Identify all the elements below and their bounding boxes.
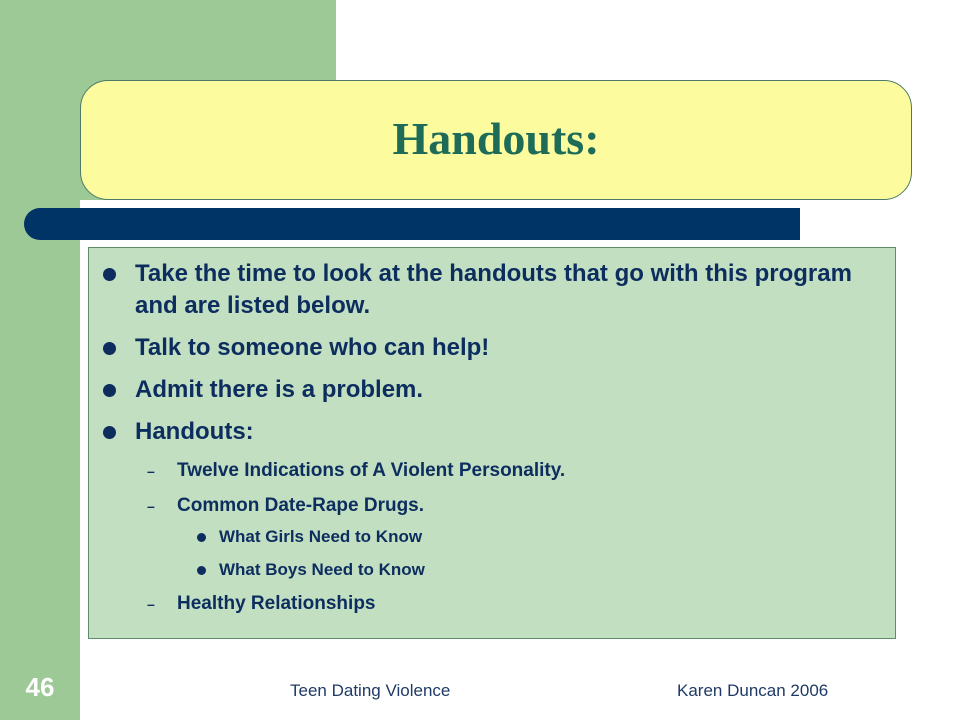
- bullet-dot-icon: [103, 268, 116, 281]
- sub-sub-item: [219, 526, 422, 548]
- slide-number: 46: [25, 672, 55, 702]
- bullet-item: [135, 332, 855, 364]
- bullet-dot-icon: [103, 426, 116, 439]
- bullet-text: Handouts:: [135, 418, 254, 445]
- bullet-dot-icon: [197, 533, 206, 542]
- dash-icon: –: [147, 596, 155, 612]
- content-box: [88, 247, 896, 639]
- left-side-bar: [0, 0, 80, 720]
- sub-sub-item-text: What Girls Need to Know: [219, 527, 423, 546]
- slide-title: Handouts:: [392, 112, 600, 164]
- sub-item-text: Twelve Indications of A Violent Personality.: [177, 460, 566, 481]
- dash-icon: –: [147, 463, 155, 479]
- bullet-item: [135, 258, 855, 322]
- bullet-dot-icon: [103, 384, 116, 397]
- bullet-dot-icon: [103, 342, 116, 355]
- title-box: [80, 80, 912, 200]
- sub-item-text: Common Date-Rape Drugs.: [177, 495, 425, 516]
- sub-sub-item-text: What Boys Need to Know: [219, 560, 425, 579]
- bullet-item: [135, 416, 855, 448]
- bullet-item: [135, 374, 855, 406]
- title-underline-bar: [24, 208, 800, 240]
- sub-item: [147, 458, 566, 484]
- footer-author: Karen Duncan 2006: [677, 681, 829, 700]
- bullet-text: Admit there is a problem.: [135, 376, 424, 403]
- sub-item: [147, 493, 425, 519]
- dash-icon: –: [147, 498, 155, 514]
- bullet-text: Talk to someone who can help!: [135, 334, 490, 361]
- sub-sub-item: [219, 559, 425, 581]
- footer-title: Teen Dating Violence: [290, 681, 451, 700]
- bullet-text: Take the time to look at the handouts that go with this program and are listed below.: [135, 260, 852, 319]
- sub-item-text: Healthy Relationships: [177, 593, 376, 614]
- sub-item: [147, 591, 376, 617]
- bullet-dot-icon: [197, 566, 206, 575]
